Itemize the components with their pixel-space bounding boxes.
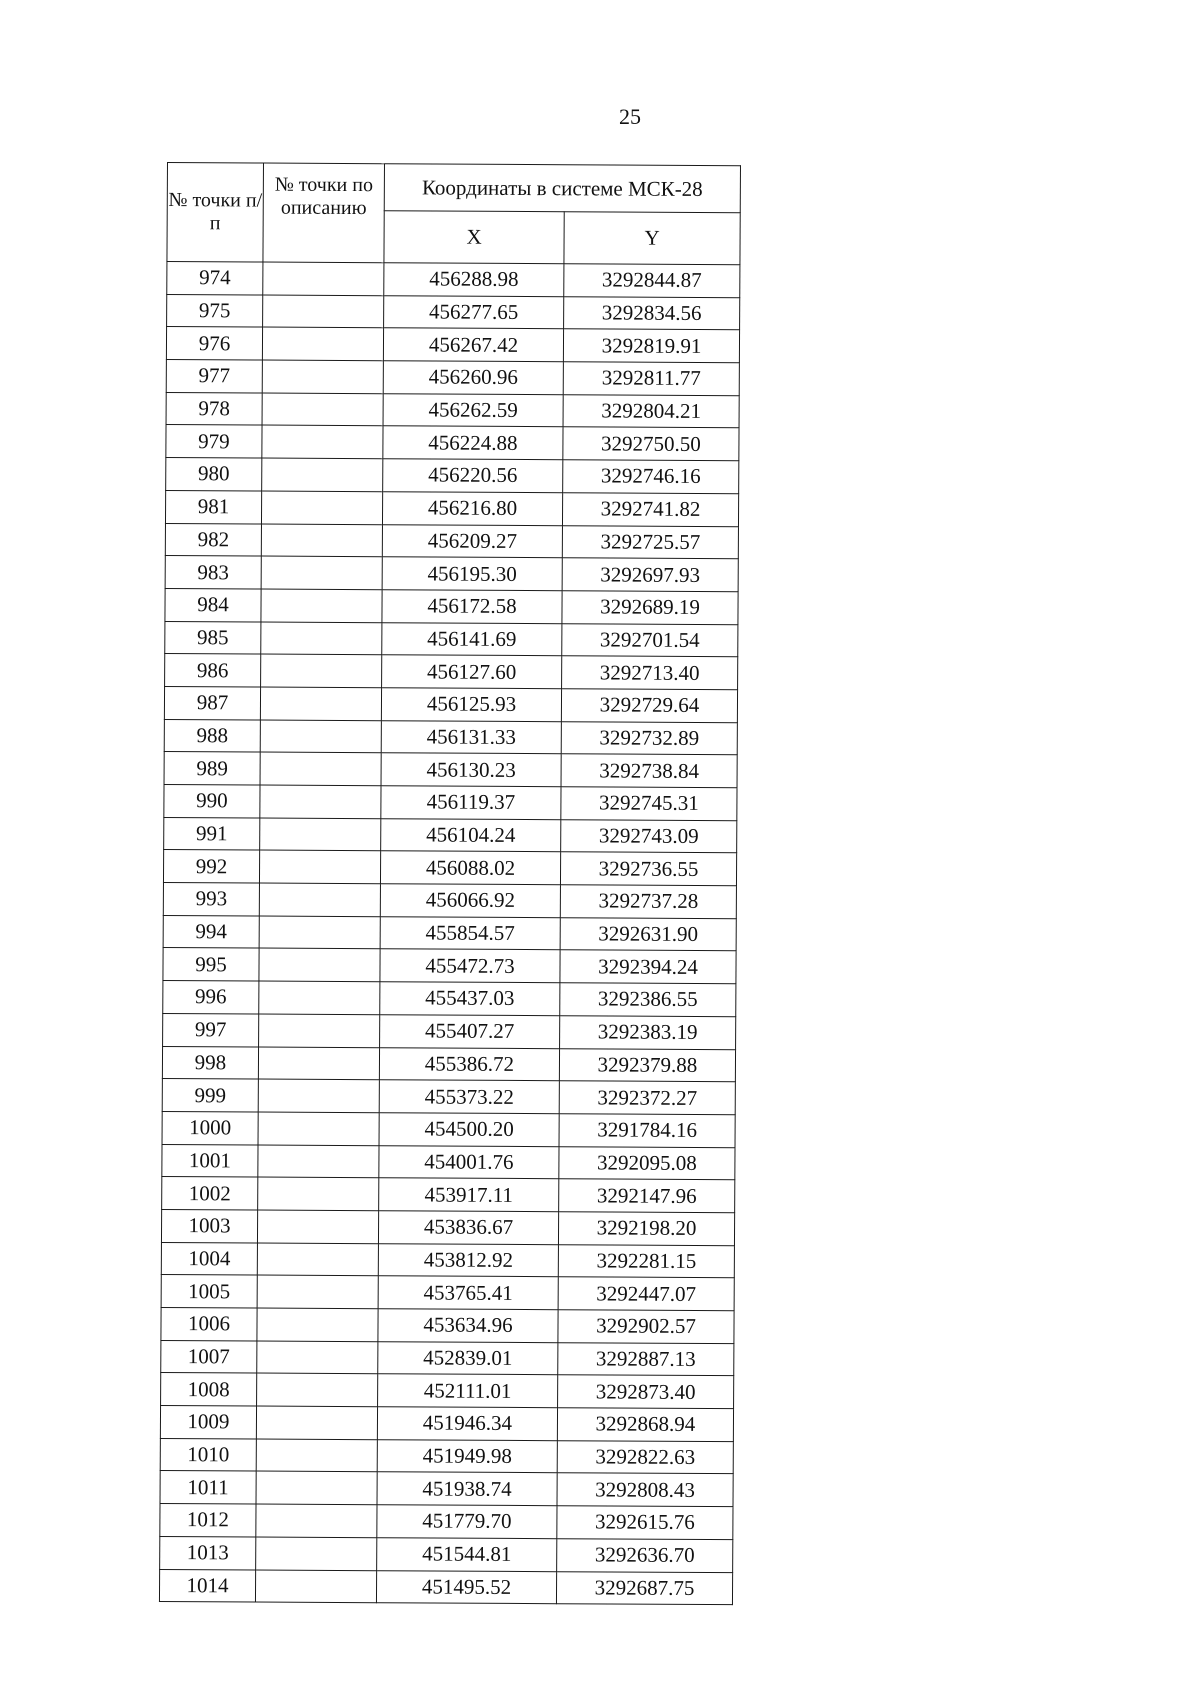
cell-desc-point-no [260, 785, 381, 818]
table-row [161, 1373, 734, 1409]
cell-y: 3292819.91 [563, 329, 739, 363]
cell-desc-point-no [256, 1537, 377, 1570]
cell-y: 3292615.76 [557, 1506, 733, 1540]
table-row [163, 915, 736, 951]
coordinates-table-wrapper [159, 162, 740, 1605]
cell-point-no: 1002 [162, 1177, 258, 1210]
table-row [164, 817, 737, 853]
table-row [163, 948, 736, 984]
cell-y: 3292281.15 [558, 1244, 734, 1278]
table-row [159, 1569, 732, 1605]
cell-desc-point-no [258, 1112, 379, 1145]
cell-point-no: 981 [165, 490, 261, 523]
cell-x: 456195.30 [382, 557, 562, 591]
cell-x: 455386.72 [379, 1047, 559, 1081]
cell-point-no: 975 [167, 294, 263, 327]
cell-y: 3292701.54 [562, 623, 738, 657]
cell-y: 3292732.89 [561, 721, 737, 755]
table-row [162, 1144, 735, 1180]
cell-desc-point-no [255, 1570, 376, 1603]
cell-y: 3292746.16 [563, 460, 739, 494]
header-row-1 [167, 163, 740, 214]
cell-desc-point-no [260, 752, 381, 785]
table-row [164, 784, 737, 820]
cell-point-no: 995 [163, 948, 259, 981]
cell-point-no: 984 [165, 588, 261, 621]
cell-desc-point-no [256, 1439, 377, 1472]
cell-point-no: 996 [163, 981, 259, 1014]
cell-desc-point-no [257, 1341, 378, 1374]
cell-y: 3292729.64 [561, 689, 737, 723]
cell-desc-point-no [258, 1145, 379, 1178]
cell-x: 453836.67 [378, 1211, 558, 1245]
table-row [165, 654, 738, 690]
cell-x: 456141.69 [382, 622, 562, 656]
cell-desc-point-no [260, 720, 381, 753]
cell-point-no: 988 [164, 719, 260, 752]
cell-y: 3292834.56 [564, 296, 740, 330]
cell-point-no: 1001 [162, 1144, 258, 1177]
cell-x: 451544.81 [377, 1538, 557, 1572]
cell-point-no: 1009 [160, 1406, 256, 1439]
cell-desc-point-no [261, 589, 382, 622]
header-y: Y [564, 212, 740, 265]
cell-x: 456262.59 [383, 393, 563, 427]
cell-x: 456267.42 [383, 328, 563, 362]
cell-point-no: 985 [165, 621, 261, 654]
header-desc-point-no: № точки по описанию [263, 163, 385, 263]
cell-x: 452111.01 [378, 1374, 558, 1408]
table-row [163, 850, 736, 886]
cell-x: 452839.01 [378, 1341, 558, 1375]
table-row [161, 1209, 734, 1245]
cell-desc-point-no [259, 981, 380, 1014]
cell-y: 3292902.57 [558, 1310, 734, 1344]
cell-y: 3292631.90 [560, 917, 736, 951]
table-row [164, 719, 737, 755]
cell-desc-point-no [257, 1373, 378, 1406]
cell-x: 451779.70 [377, 1505, 557, 1539]
cell-x: 456131.33 [381, 720, 561, 754]
cell-y: 3292743.09 [561, 819, 737, 853]
cell-point-no: 989 [164, 752, 260, 785]
cell-x: 456130.23 [381, 753, 561, 787]
cell-x: 453812.92 [378, 1243, 558, 1277]
cell-x: 456209.27 [382, 524, 562, 558]
table-row [164, 752, 737, 788]
cell-point-no: 979 [166, 425, 262, 458]
table-row [165, 621, 738, 657]
cell-point-no: 1006 [161, 1307, 257, 1340]
table-row [162, 1111, 735, 1147]
cell-x: 453634.96 [378, 1309, 558, 1343]
cell-y: 3292379.88 [559, 1048, 735, 1082]
cell-point-no: 1012 [160, 1504, 256, 1537]
cell-x: 454500.20 [379, 1113, 559, 1147]
table-row [163, 1013, 736, 1049]
cell-desc-point-no [261, 622, 382, 655]
cell-point-no: 999 [162, 1079, 258, 1112]
cell-point-no: 1010 [160, 1438, 256, 1471]
cell-desc-point-no [256, 1504, 377, 1537]
cell-desc-point-no [259, 850, 380, 883]
table-row [162, 1046, 735, 1082]
table-row [165, 588, 738, 624]
cell-point-no: 977 [166, 360, 262, 393]
cell-x: 456260.96 [383, 361, 563, 395]
cell-x: 456127.60 [382, 655, 562, 689]
cell-x: 456277.65 [384, 295, 564, 329]
table-row [160, 1406, 733, 1442]
cell-point-no: 987 [164, 686, 260, 719]
cell-desc-point-no [261, 524, 382, 557]
cell-desc-point-no [262, 393, 383, 426]
cell-desc-point-no [263, 262, 384, 295]
cell-x: 451946.34 [377, 1407, 557, 1441]
cell-point-no: 1000 [162, 1111, 258, 1144]
cell-desc-point-no [262, 327, 383, 360]
cell-y: 3292844.87 [564, 264, 740, 298]
table-row [161, 1275, 734, 1311]
cell-desc-point-no [256, 1471, 377, 1504]
cell-desc-point-no [261, 654, 382, 687]
cell-desc-point-no [257, 1275, 378, 1308]
header-coord-system: Координаты в системе МСК-28 [384, 164, 740, 213]
cell-y: 3292808.43 [557, 1473, 733, 1507]
cell-y: 3292725.57 [562, 525, 738, 559]
cell-point-no: 1003 [161, 1209, 257, 1242]
cell-desc-point-no [262, 360, 383, 393]
cell-x: 456216.80 [382, 492, 562, 526]
table-row [163, 883, 736, 919]
cell-y: 3292713.40 [562, 656, 738, 690]
cell-y: 3292737.28 [560, 885, 736, 919]
table-row [161, 1307, 734, 1343]
table-row [162, 1177, 735, 1213]
coordinates-table [159, 162, 741, 1605]
cell-desc-point-no [257, 1308, 378, 1341]
cell-desc-point-no [259, 916, 380, 949]
cell-desc-point-no [259, 948, 380, 981]
cell-y: 3292687.75 [556, 1571, 732, 1605]
cell-x: 456220.56 [383, 459, 563, 493]
cell-point-no: 994 [163, 915, 259, 948]
cell-y: 3292822.63 [557, 1440, 733, 1474]
cell-point-no: 1005 [161, 1275, 257, 1308]
cell-desc-point-no [257, 1243, 378, 1276]
table-row [166, 360, 739, 396]
cell-x: 455854.57 [380, 916, 560, 950]
table-row [167, 262, 740, 298]
cell-y: 3292738.84 [561, 754, 737, 788]
table-row [165, 523, 738, 559]
table-row [161, 1242, 734, 1278]
table-row [160, 1536, 733, 1572]
cell-y: 3292394.24 [560, 950, 736, 984]
header-x: X [384, 211, 564, 264]
cell-y: 3292636.70 [557, 1539, 733, 1573]
cell-y: 3292811.77 [563, 362, 739, 396]
cell-point-no: 1008 [161, 1373, 257, 1406]
cell-x: 455437.03 [380, 982, 560, 1016]
cell-y: 3292372.27 [559, 1081, 735, 1115]
cell-y: 3292095.08 [559, 1146, 735, 1180]
cell-y: 3292383.19 [560, 1016, 736, 1050]
cell-y: 3292386.55 [560, 983, 736, 1017]
table-row [167, 294, 740, 330]
table-row [165, 556, 738, 592]
cell-x: 456288.98 [384, 263, 564, 297]
cell-point-no: 1004 [161, 1242, 257, 1275]
table-row [163, 981, 736, 1017]
cell-point-no: 992 [163, 850, 259, 883]
table-row [160, 1438, 733, 1474]
cell-desc-point-no [259, 883, 380, 916]
table-row [164, 686, 737, 722]
cell-desc-point-no [262, 425, 383, 458]
cell-desc-point-no [263, 295, 384, 328]
table-body [159, 262, 739, 1605]
cell-x: 456172.58 [382, 590, 562, 624]
header-point-no: № точки п/п [167, 163, 264, 263]
cell-point-no: 980 [166, 458, 262, 491]
cell-desc-point-no [262, 458, 383, 491]
cell-y: 3292887.13 [558, 1342, 734, 1376]
cell-y: 3291784.16 [559, 1114, 735, 1148]
cell-desc-point-no [260, 818, 381, 851]
cell-point-no: 982 [165, 523, 261, 556]
cell-point-no: 974 [167, 262, 263, 295]
cell-point-no: 983 [165, 556, 261, 589]
cell-y: 3292689.19 [562, 591, 738, 625]
cell-x: 456119.37 [381, 786, 561, 820]
cell-desc-point-no [257, 1210, 378, 1243]
cell-x: 455472.73 [380, 949, 560, 983]
cell-desc-point-no [256, 1406, 377, 1439]
cell-y: 3292147.96 [559, 1179, 735, 1213]
cell-point-no: 991 [164, 817, 260, 850]
cell-x: 454001.76 [379, 1145, 559, 1179]
cell-desc-point-no [261, 491, 382, 524]
cell-y: 3292745.31 [561, 787, 737, 821]
cell-y: 3292736.55 [560, 852, 736, 886]
cell-x: 451949.98 [377, 1439, 557, 1473]
cell-y: 3292804.21 [563, 394, 739, 428]
cell-point-no: 1007 [161, 1340, 257, 1373]
table-row [166, 458, 739, 494]
cell-desc-point-no [258, 1047, 379, 1080]
page-number: 25 [619, 104, 641, 129]
cell-point-no: 1011 [160, 1471, 256, 1504]
table-row [166, 392, 739, 428]
cell-x: 451938.74 [377, 1472, 557, 1506]
cell-point-no: 993 [163, 883, 259, 916]
cell-x: 456088.02 [380, 851, 560, 885]
cell-x: 456104.24 [381, 818, 561, 852]
cell-point-no: 997 [163, 1013, 259, 1046]
cell-point-no: 978 [166, 392, 262, 425]
cell-y: 3292868.94 [557, 1408, 733, 1442]
cell-point-no: 976 [166, 327, 262, 360]
cell-y: 3292697.93 [562, 558, 738, 592]
cell-x: 456066.92 [380, 884, 560, 918]
table-row [166, 425, 739, 461]
cell-x: 455373.22 [379, 1080, 559, 1114]
cell-x: 456125.93 [381, 688, 561, 722]
cell-point-no: 990 [164, 784, 260, 817]
table-header [167, 163, 741, 265]
table-row [160, 1504, 733, 1540]
cell-desc-point-no [259, 1014, 380, 1047]
table-row [160, 1471, 733, 1507]
cell-y: 3292750.50 [563, 427, 739, 461]
cell-y: 3292198.20 [558, 1212, 734, 1246]
cell-point-no: 1014 [159, 1569, 255, 1602]
table-row [161, 1340, 734, 1376]
cell-x: 453765.41 [378, 1276, 558, 1310]
cell-y: 3292741.82 [562, 493, 738, 527]
cell-x: 453917.11 [379, 1178, 559, 1212]
cell-desc-point-no [258, 1079, 379, 1112]
cell-y: 3292873.40 [558, 1375, 734, 1409]
cell-y: 3292447.07 [558, 1277, 734, 1311]
table-row [162, 1079, 735, 1115]
cell-point-no: 998 [162, 1046, 258, 1079]
cell-desc-point-no [258, 1177, 379, 1210]
cell-x: 451495.52 [376, 1570, 556, 1604]
cell-point-no: 1013 [160, 1536, 256, 1569]
table-row [166, 327, 739, 363]
cell-desc-point-no [261, 556, 382, 589]
cell-x: 456224.88 [383, 426, 563, 460]
table-row [165, 490, 738, 526]
cell-x: 455407.27 [380, 1015, 560, 1049]
cell-point-no: 986 [165, 654, 261, 687]
cell-desc-point-no [260, 687, 381, 720]
